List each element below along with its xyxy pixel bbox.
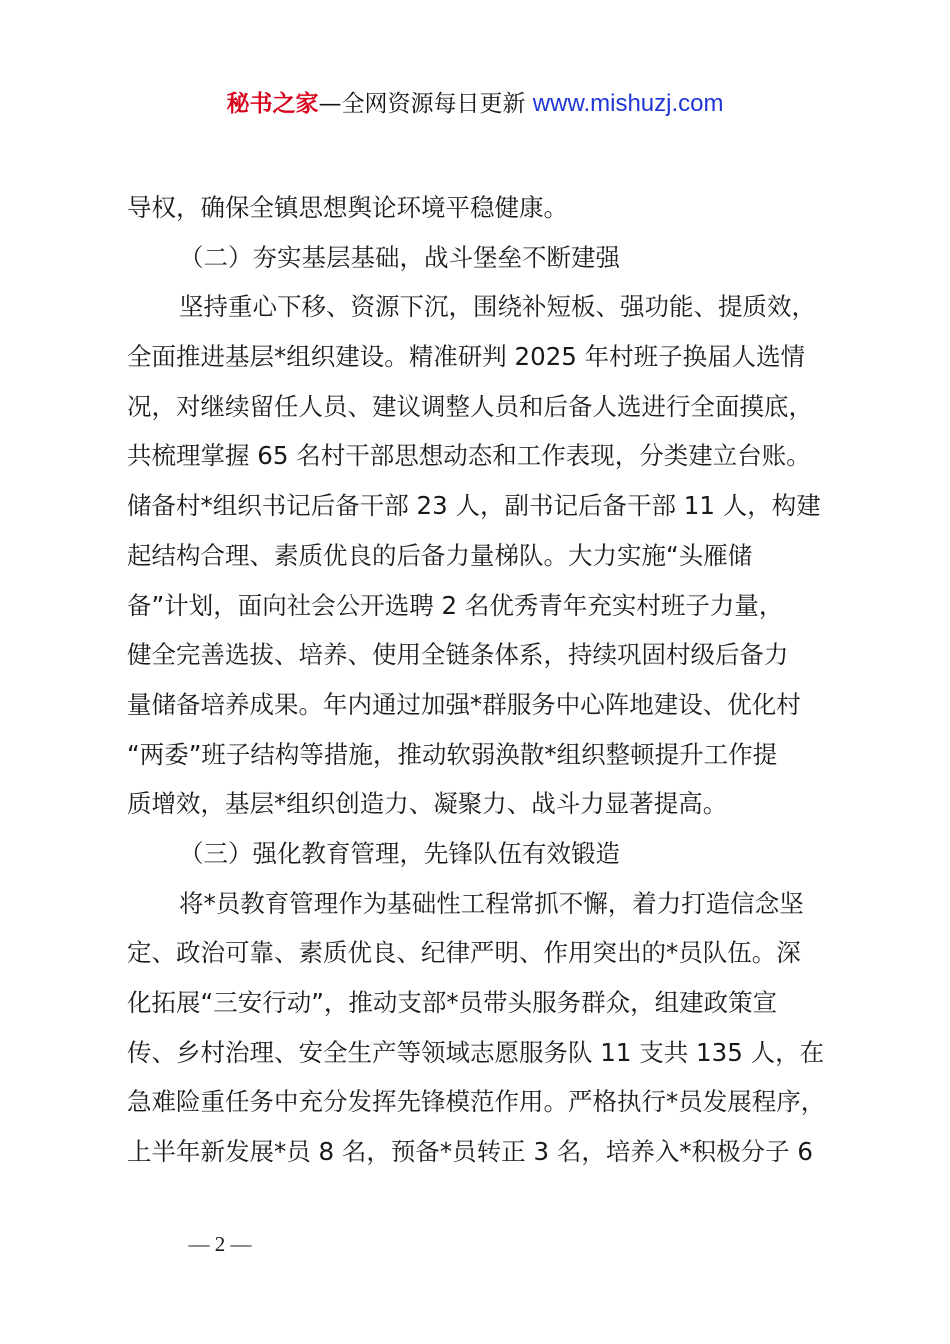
header-tagline: —全网资源每日更新 [318, 91, 526, 117]
body-line: 起结构合理、素质优良的后备力量梯队。大力实施“头雁储 [127, 540, 753, 570]
body-line: 导权，确保全镇思想舆论环境平稳健康。 [127, 193, 568, 222]
body-line: 健全完善选拔、培养、使用全链条体系，持续巩固村级后备力 [127, 640, 789, 670]
page-number: — 2 — [188, 1232, 252, 1256]
body-line: 急难险重任务中充分发挥先锋模范作用。严格执行*员发展程序， [127, 1087, 826, 1117]
body-line: 传、乡村治理、安全生产等领域志愿服务队 11 支共 135 人，在 [127, 1037, 825, 1067]
body-line: 量储备培养成果。年内通过加强*群服务中心阵地建设、优化村 [127, 689, 801, 719]
brand-name: 秘书之家 [226, 91, 319, 117]
body-line: 质增效，基层*组织创造力、凝聚力、战斗力显著提高。 [127, 789, 728, 819]
body-line: 共梳理掌握 65 名村干部思想动态和工作表现，分类建立台账。 [127, 441, 811, 471]
document-body [127, 183, 847, 1177]
body-line: 备”计划，面向社会公开选聘 2 名优秀青年充实村班子力量， [127, 590, 784, 620]
body-line: 化拓展“三安行动”，推动支部*员带头服务群众，组建政策宣 [127, 988, 778, 1017]
body-line: 全面推进基层*组织建设。精准研判 2025 年村班子换届人选情 [127, 342, 806, 372]
site-header [0, 86, 950, 122]
website-link[interactable]: www.mishuzj.com [532, 90, 724, 117]
body-line: 将*员教育管理作为基础性工程常抓不懈，着力打造信念坚 [179, 888, 804, 918]
body-line: 坚持重心下移、资源下沉，围绕补短板、强功能、提质效， [179, 292, 816, 322]
body-line: “两委”班子结构等措施，推动软弱涣散*组织整顿提升工作提 [127, 739, 778, 769]
body-line: 储备村*组织书记后备干部 23 人，副书记后备干部 11 人，构建 [127, 491, 821, 521]
body-line: 上半年新发展*员 8 名，预备*员转正 3 名，培养入*积极分子 6 [127, 1137, 813, 1167]
body-line: 况，对继续留任人员、建议调整人员和后备人选进行全面摸底， [127, 391, 813, 421]
body-line: 定、政治可靠、素质优良、纪律严明、作用突出的*员队伍。深 [127, 938, 801, 968]
section-heading-3: （三）强化教育管理，先锋队伍有效锻造 [179, 838, 620, 868]
section-heading-2: （二）夯实基层基础，战斗堡垒不断建强 [179, 242, 620, 272]
